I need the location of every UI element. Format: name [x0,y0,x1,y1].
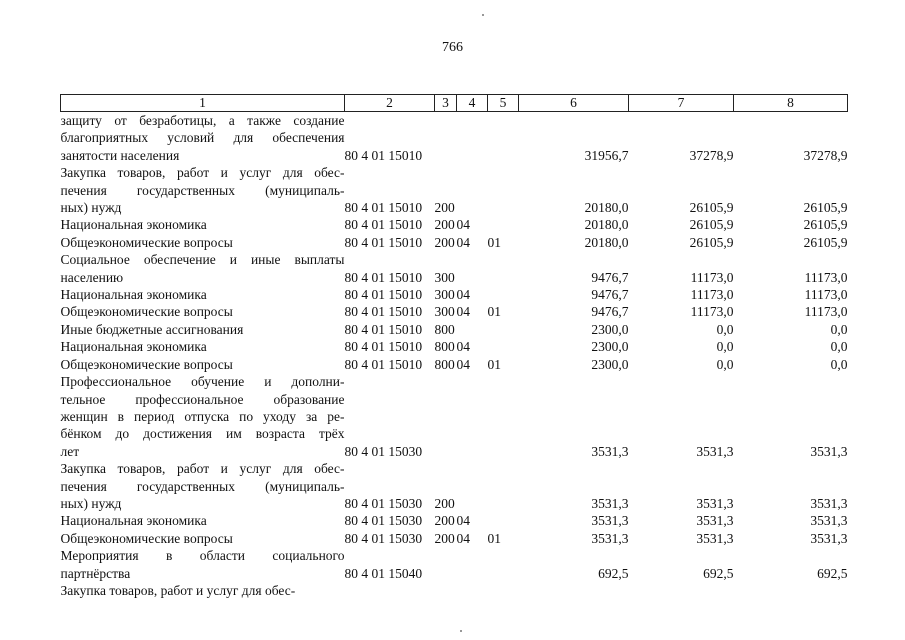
row-value-col7: 11173,0 [690,304,734,320]
row-name-line: женщин в период отпуска по уходу за ре- [60,408,345,424]
row-subsection [488,216,519,233]
row-subsection: 01 [487,356,501,372]
row-code: 80 4 01 15010 [344,200,423,216]
row-subsection: 01 [487,530,501,546]
row-name [61,530,345,547]
row-name-line: Национальная экономика [60,513,207,529]
row-code [345,582,435,599]
header-col-4: 4 [457,95,488,112]
row-value-col8: 26105,9 [803,200,848,216]
row-subsection [488,338,519,355]
table-row [61,373,848,460]
row-name [61,582,345,599]
row-value-col8: 3531,3 [810,443,848,459]
row-name [61,512,345,529]
table-row [61,512,848,529]
row-name [61,460,345,512]
row-value-col8: 37278,9 [803,147,848,163]
header-col-2: 2 [345,95,435,112]
row-value-col7: 0,0 [716,339,734,355]
row-name [61,373,345,460]
table-row [61,530,848,547]
row-code: 80 4 01 15010 [344,234,423,250]
row-section: 04 [456,356,470,372]
row-name-line: печения государственных (муниципаль- [60,478,345,494]
table-row [61,460,848,512]
row-subsection [488,512,519,529]
row-value-col6: 9476,7 [591,304,629,320]
row-subsection [488,547,519,582]
row-subsection [488,251,519,286]
table-row [61,303,848,320]
row-value-col6 [519,582,629,599]
row-name [61,216,345,233]
row-code: 80 4 01 15010 [344,287,423,303]
row-value-col7: 3531,3 [696,443,734,459]
row-value-col8: 0,0 [830,339,848,355]
row-value-col8: 26105,9 [803,234,848,250]
table-row [61,234,848,251]
row-type-code [435,547,457,582]
row-value-col8: 0,0 [830,321,848,337]
row-section: 04 [456,513,470,529]
table-row [61,216,848,233]
table-row [61,164,848,216]
row-code: 80 4 01 15030 [344,443,423,459]
row-subsection [488,321,519,338]
row-name-line: лет [60,443,80,459]
row-name [61,356,345,373]
row-code: 80 4 01 15010 [344,356,423,372]
row-code: 80 4 01 15010 [344,147,423,163]
row-code: 80 4 01 15010 [344,269,423,285]
row-name-line: ных) нужд [60,495,122,511]
table-row [61,356,848,373]
row-value-col8 [734,582,848,599]
row-subsection [488,164,519,216]
table-row [61,582,848,599]
row-name-line: Мероприятия в области социального [60,548,345,564]
row-code: 80 4 01 15040 [344,565,423,581]
row-name-line: ных) нужд [60,200,122,216]
row-type-code: 200 [434,513,455,529]
row-value-col6: 2300,0 [591,339,629,355]
budget-table [60,94,848,599]
row-value-col8: 26105,9 [803,217,848,233]
row-value-col6: 692,5 [598,565,629,581]
row-name-line: Общеэкономические вопросы [60,304,233,320]
row-name-line: Национальная экономика [60,287,207,303]
header-col-5: 5 [488,95,519,112]
row-type-code: 300 [434,287,455,303]
row-section: 04 [456,217,470,233]
row-code: 80 4 01 15030 [344,530,423,546]
header-col-8: 8 [734,95,848,112]
row-section: 04 [456,234,470,250]
row-value-col6: 20180,0 [584,200,629,216]
row-value-col7: 37278,9 [689,147,734,163]
row-value-col7 [629,582,734,599]
row-subsection: 01 [487,304,501,320]
row-name [61,303,345,320]
header-col-1: 1 [61,95,345,112]
row-section [457,582,488,599]
row-value-col8: 3531,3 [810,513,848,529]
row-value-col8: 11173,0 [804,304,848,320]
row-value-col6: 20180,0 [584,234,629,250]
row-name [61,164,345,216]
table-row [61,112,848,165]
row-section [457,251,488,286]
row-code: 80 4 01 15030 [344,495,423,511]
row-value-col6: 2300,0 [591,356,629,372]
header-col-7: 7 [629,95,734,112]
table-row [61,547,848,582]
scan-speck [460,630,462,632]
row-value-col7: 11173,0 [690,269,734,285]
header-col-6: 6 [519,95,629,112]
row-type-code: 200 [434,200,455,216]
row-type-code [435,112,457,165]
row-value-col6: 3531,3 [591,513,629,529]
row-name [61,321,345,338]
row-subsection [488,286,519,303]
row-subsection [488,112,519,165]
row-name-line: тельное профессиональное образование [60,391,345,407]
row-value-col8: 0,0 [830,356,848,372]
row-value-col7: 26105,9 [689,234,734,250]
row-value-col6: 3531,3 [591,443,629,459]
row-name-line: Профессиональное обучение и дополни- [60,374,345,390]
row-type-code [435,582,457,599]
row-section [457,373,488,460]
row-name-line: Общеэкономические вопросы [60,356,233,372]
row-value-col7: 692,5 [703,565,734,581]
row-code: 80 4 01 15010 [344,304,423,320]
row-name-line: благоприятных условий для обеспечения [60,130,345,146]
row-name-line: Закупка товаров, работ и услуг для обес- [60,582,296,598]
row-subsection [488,373,519,460]
row-type-code: 200 [434,217,455,233]
row-value-col8: 3531,3 [810,495,848,511]
row-name-line: Национальная экономика [60,339,207,355]
row-name [61,251,345,286]
row-name-line: печения государственных (муниципаль- [60,182,345,198]
row-section [457,460,488,512]
row-value-col6: 2300,0 [591,321,629,337]
row-name-line: Закупка товаров, работ и услуг для обес- [60,461,345,477]
table-row [61,286,848,303]
row-section: 04 [456,287,470,303]
row-value-col6: 3531,3 [591,495,629,511]
row-value-col7: 0,0 [716,321,734,337]
row-type-code: 800 [434,339,455,355]
row-value-col7: 11173,0 [690,287,734,303]
row-name-line: занятости населения [60,147,180,163]
row-name-line: Иные бюджетные ассигнования [60,321,244,337]
row-name [61,112,345,165]
row-name [61,338,345,355]
page-number: 766 [442,40,463,55]
row-value-col6: 9476,7 [591,269,629,285]
row-value-col7: 26105,9 [689,217,734,233]
row-value-col6: 31956,7 [584,147,629,163]
row-name-line: Национальная экономика [60,217,207,233]
row-name [61,286,345,303]
table-body [61,112,848,600]
row-code: 80 4 01 15030 [344,513,423,529]
row-name-line: Закупка товаров, работ и услуг для обес- [60,165,345,181]
row-value-col7: 26105,9 [689,200,734,216]
row-name-line: бёнком до достижения им возраста трёх [60,426,345,442]
scan-speck [482,14,484,16]
row-value-col8: 3531,3 [810,530,848,546]
row-section [457,112,488,165]
table-row [61,251,848,286]
row-value-col8: 11173,0 [804,269,848,285]
table-row [61,321,848,338]
row-value-col7: 3531,3 [696,530,734,546]
row-name [61,547,345,582]
row-type-code: 300 [434,304,455,320]
row-value-col7: 3531,3 [696,495,734,511]
row-name [61,234,345,251]
row-subsection [488,582,519,599]
row-name-line: населению [60,269,124,285]
row-type-code: 200 [434,530,455,546]
row-code: 80 4 01 15010 [344,339,423,355]
row-subsection [488,460,519,512]
row-value-col8: 692,5 [817,565,848,581]
row-name-line: Социальное обеспечение и иные выплаты [60,252,345,268]
row-section [457,164,488,216]
row-section: 04 [456,304,470,320]
header-row [61,95,848,112]
row-type-code: 200 [434,234,455,250]
row-value-col8: 11173,0 [804,287,848,303]
row-value-col7: 0,0 [716,356,734,372]
row-value-col7: 3531,3 [696,513,734,529]
row-subsection: 01 [487,234,501,250]
row-name-line: Общеэкономические вопросы [60,234,233,250]
row-section: 04 [456,530,470,546]
table-row [61,338,848,355]
row-value-col6: 20180,0 [584,217,629,233]
row-type-code [435,373,457,460]
row-section [457,547,488,582]
row-name-line: защиту от безработицы, а также создание [60,113,345,128]
row-name-line: Общеэкономические вопросы [60,530,233,546]
row-section: 04 [456,339,470,355]
row-value-col6: 3531,3 [591,530,629,546]
row-type-code: 800 [434,321,455,337]
row-section [457,321,488,338]
row-type-code: 200 [434,495,455,511]
header-col-3: 3 [435,95,457,112]
row-value-col6: 9476,7 [591,287,629,303]
row-code: 80 4 01 15010 [344,217,423,233]
row-code: 80 4 01 15010 [344,321,423,337]
row-name-line: партнёрства [60,565,131,581]
row-type-code: 800 [434,356,455,372]
row-type-code: 300 [434,269,455,285]
